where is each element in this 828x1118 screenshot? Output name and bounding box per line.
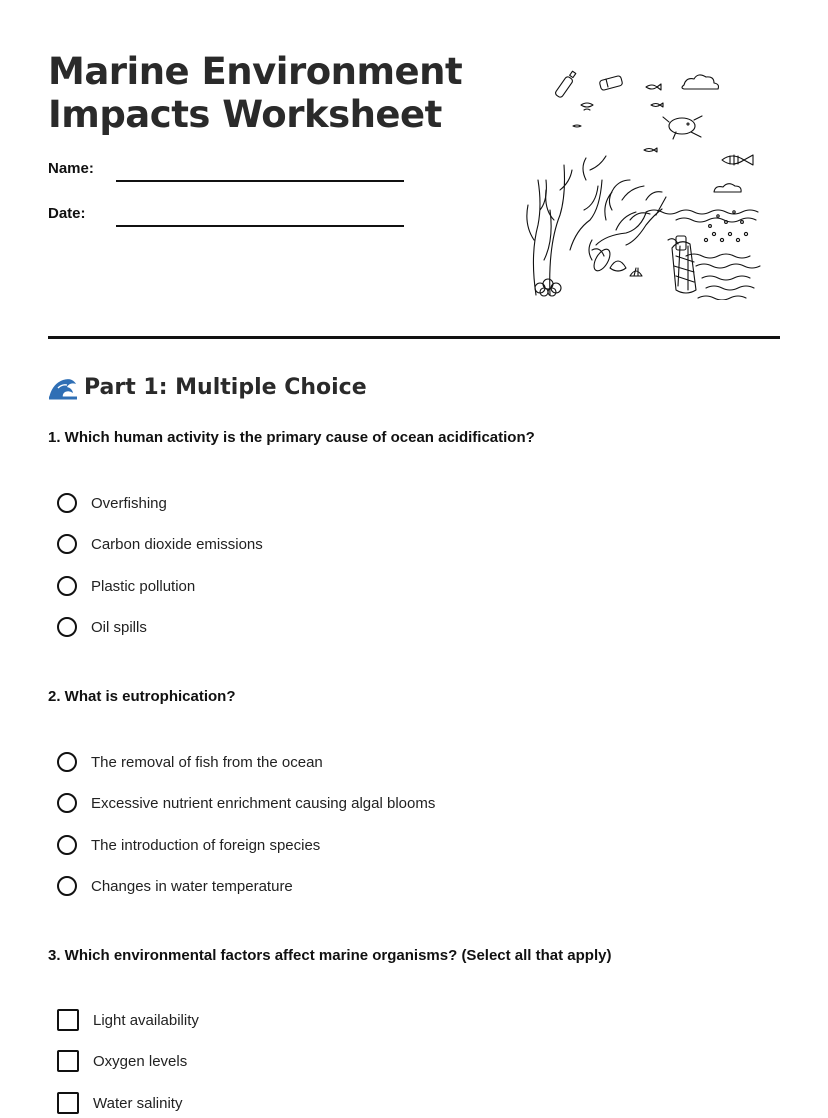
name-label: Name:: [48, 160, 94, 177]
coral-reef: [527, 156, 666, 296]
option-label: Excessive nutrient enrichment causing algal blooms: [91, 794, 436, 812]
q2-option-4[interactable]: [57, 873, 293, 899]
worksheet-title: Marine Environment Impacts Worksheet: [48, 50, 463, 136]
fishing-net-icon: [668, 239, 696, 293]
date-label: Date:: [48, 205, 86, 222]
bottle-icon: [554, 71, 575, 98]
part1-heading: [48, 374, 367, 400]
option-label: Carbon dioxide emissions: [91, 535, 263, 553]
q3-option-1[interactable]: [57, 1007, 199, 1033]
bubbles: [704, 211, 747, 242]
radio-button[interactable]: [57, 617, 77, 637]
small-fish-icon: [646, 84, 661, 90]
radio-button[interactable]: [57, 876, 77, 896]
question-2: 2. What is eutrophication?: [48, 688, 236, 705]
option-label: The removal of fish from the ocean: [91, 753, 323, 771]
radio-button[interactable]: [57, 793, 77, 813]
name-field[interactable]: [116, 180, 404, 182]
wave-icon: [48, 374, 78, 400]
question-1: 1. Which human activity is the primary cause of ocean acidification?: [48, 429, 535, 446]
option-label: Changes in water temperature: [91, 877, 293, 895]
sea-creature-icon: [663, 116, 702, 139]
cloud-icon: [682, 75, 719, 89]
date-field[interactable]: [116, 225, 404, 227]
q1-option-2[interactable]: [57, 531, 263, 557]
q2-option-1[interactable]: [57, 749, 323, 775]
option-label: Oxygen levels: [93, 1052, 188, 1070]
q3-option-3[interactable]: [57, 1090, 182, 1116]
can-icon: [599, 75, 623, 90]
radio-button[interactable]: [57, 752, 77, 772]
option-label: Overfishing: [91, 494, 167, 512]
option-label: Light availability: [93, 1011, 199, 1029]
q1-option-4[interactable]: [57, 614, 147, 640]
option-label: Water salinity: [93, 1094, 183, 1112]
q2-option-3[interactable]: [57, 832, 320, 858]
part1-title: Part 1: Multiple Choice: [84, 374, 367, 400]
radio-button[interactable]: [57, 835, 77, 855]
ocean-pollution-illustration: [526, 70, 764, 300]
checkbox[interactable]: [57, 1092, 79, 1114]
header-divider: [48, 336, 780, 339]
q1-option-1[interactable]: [57, 490, 167, 516]
q3-option-2[interactable]: [57, 1048, 187, 1074]
checkbox[interactable]: [57, 1050, 79, 1072]
fish-icon: [722, 155, 753, 165]
q1-option-3[interactable]: [57, 573, 195, 599]
q2-option-2[interactable]: [57, 790, 435, 816]
radio-button[interactable]: [57, 534, 77, 554]
option-label: The introduction of foreign species: [91, 836, 321, 854]
radio-button[interactable]: [57, 576, 77, 596]
checkbox[interactable]: [57, 1009, 79, 1031]
question-3: 3. Which environmental factors affect marine organisms? (Select all that apply): [48, 947, 612, 964]
radio-button[interactable]: [57, 493, 77, 513]
option-label: Plastic pollution: [91, 577, 196, 595]
option-label: Oil spills: [91, 618, 147, 636]
